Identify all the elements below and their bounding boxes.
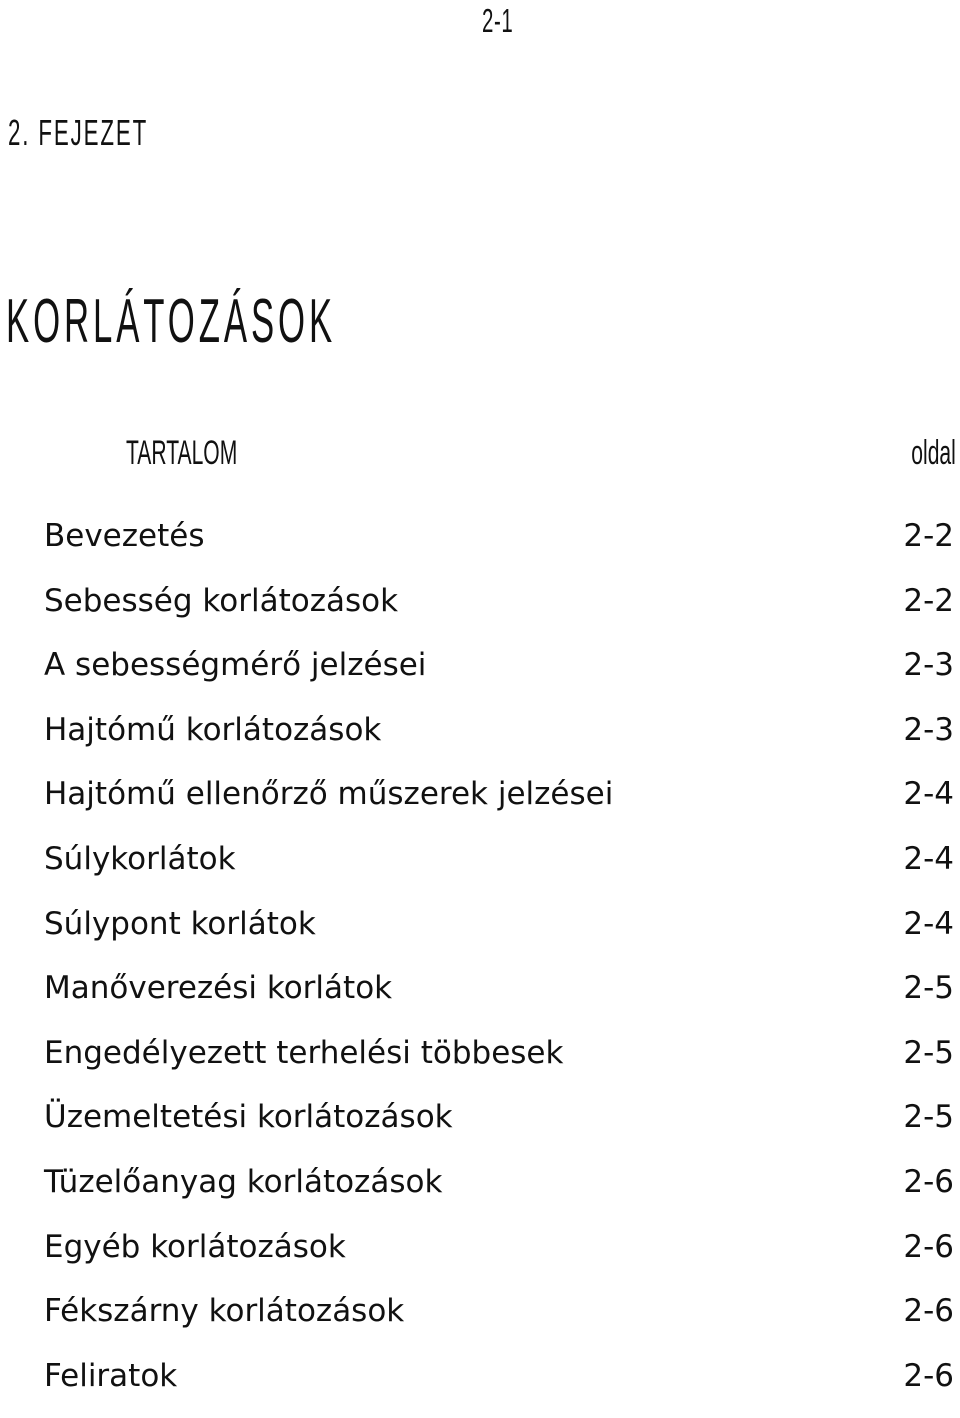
toc-entry-page: 2-6 [903,1163,954,1200]
toc-row[interactable] [0,902,960,967]
toc-entry-title: Súlypont korlátok [44,905,316,942]
toc-entry-title: Egyéb korlátozások [44,1228,346,1265]
toc-entry-page: 2-4 [903,905,954,942]
table-of-contents [0,514,960,1418]
page-number: 2-1 [482,2,514,39]
toc-entry-page: 2-6 [903,1228,954,1265]
toc-row[interactable] [0,1225,960,1290]
toc-entry-title: Sebesség korlátozások [44,582,399,619]
toc-row[interactable] [0,966,960,1031]
chapter-label: 2. FEJEZET [8,112,149,153]
toc-entry-page: 2-2 [903,582,954,619]
toc-entry-title: Feliratok [44,1357,178,1394]
toc-row[interactable] [0,772,960,837]
toc-heading: TARTALOM [126,434,238,472]
toc-entry-page: 2-3 [903,647,954,684]
toc-entry-page: 2-5 [903,1034,954,1071]
toc-entry-title: Engedélyezett terhelési többesek [44,1034,564,1071]
toc-entry-page: 2-2 [903,518,954,554]
toc-header [0,434,960,474]
toc-entry-title: Manőverezési korlátok [44,970,393,1007]
toc-row[interactable] [0,1160,960,1225]
toc-row[interactable] [0,579,960,644]
toc-entry-title: Bevezetés [44,518,205,554]
toc-row[interactable] [0,837,960,902]
toc-entry-page: 2-6 [903,1357,954,1394]
toc-row[interactable] [0,1031,960,1096]
toc-entry-title: Hajtómű korlátozások [44,711,382,748]
toc-entry-title: Hajtómű ellenőrző műszerek jelzései [44,776,614,813]
page-title: KORLÁTOZÁSOK [6,287,337,356]
toc-entry-title: A sebességmérő jelzései [44,647,427,684]
toc-row[interactable] [0,1354,960,1418]
toc-row[interactable] [0,643,960,708]
toc-page-heading: oldal [911,434,956,472]
toc-entry-title: Súlykorlátok [44,840,236,877]
toc-entry-title: Üzemeltetési korlátozások [44,1099,453,1136]
toc-entry-page: 2-4 [903,840,954,877]
toc-entry-page: 2-5 [903,1099,954,1136]
toc-row[interactable] [0,1095,960,1160]
toc-row[interactable] [0,514,960,579]
toc-row[interactable] [0,1289,960,1354]
toc-entry-page: 2-3 [903,711,954,748]
toc-entry-page: 2-6 [903,1293,954,1330]
toc-entry-title: Fékszárny korlátozások [44,1293,405,1330]
toc-row[interactable] [0,708,960,773]
toc-entry-page: 2-4 [903,776,954,813]
toc-entry-page: 2-5 [903,970,954,1007]
toc-entry-title: Tüzelőanyag korlátozások [44,1163,443,1200]
